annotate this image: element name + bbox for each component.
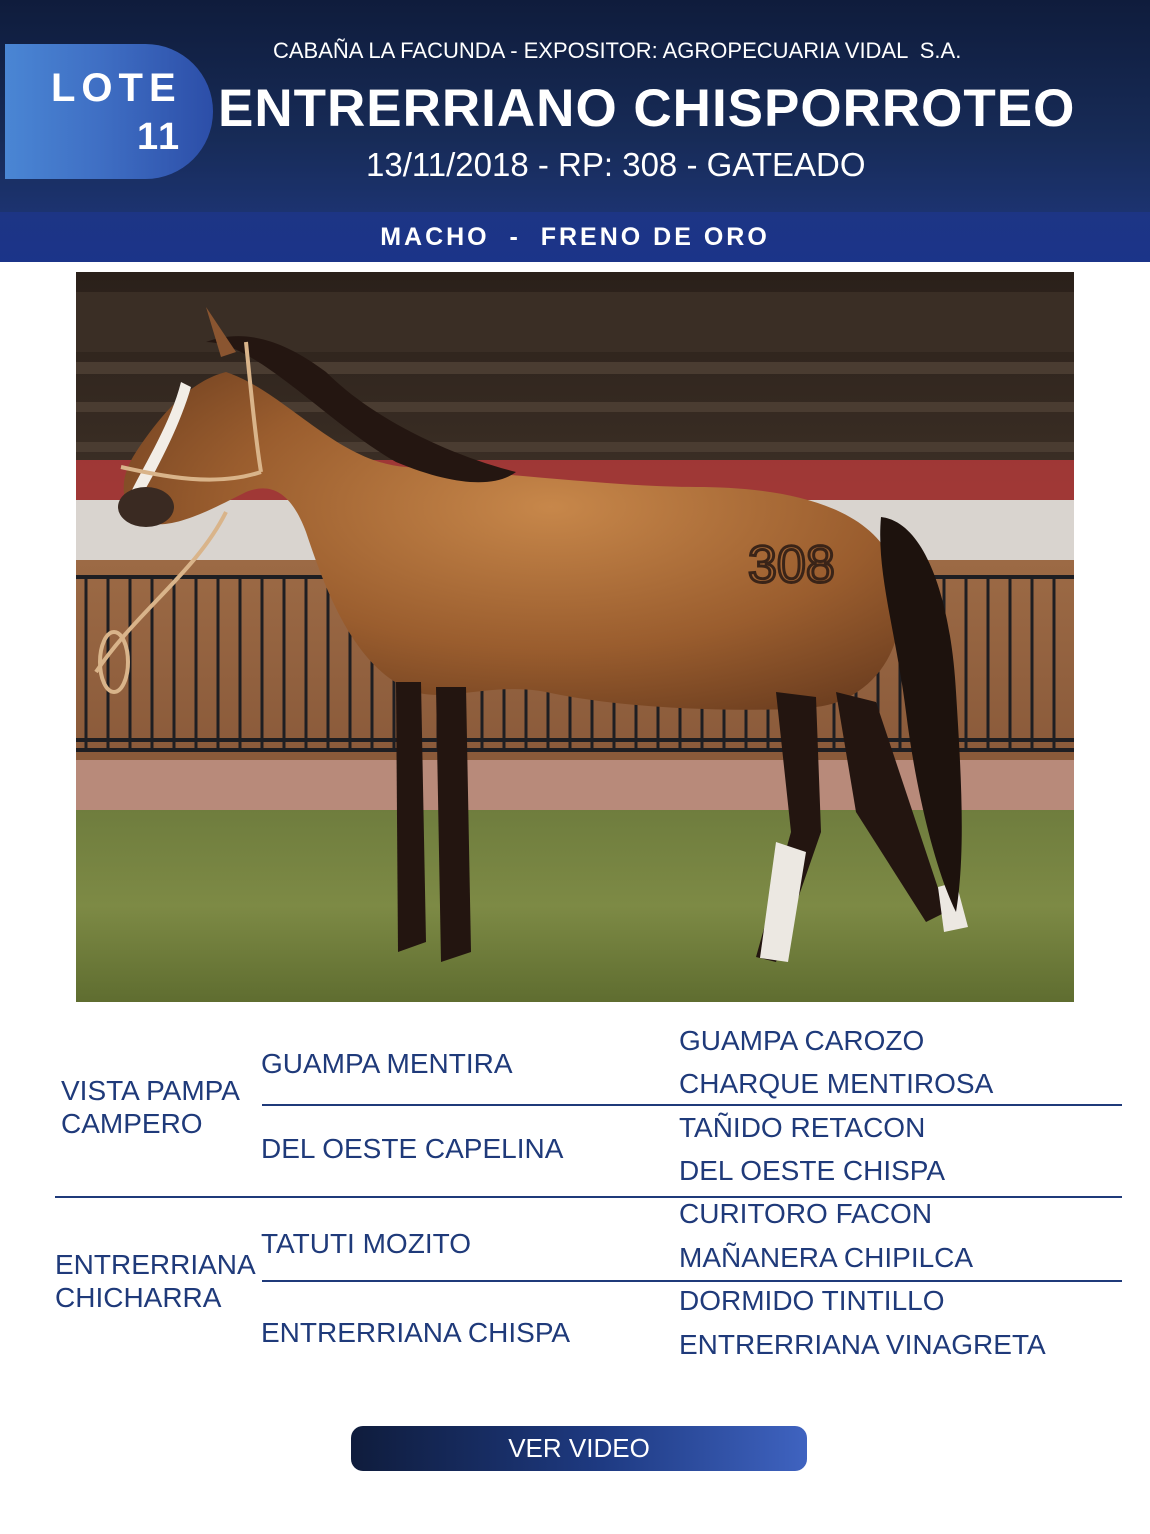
- sire-dam: DEL OESTE CAPELINA: [261, 1133, 564, 1164]
- horse-photo: [76, 272, 1074, 1002]
- divider-main: [55, 1196, 1122, 1198]
- divider-sire-mid: [262, 1104, 1122, 1106]
- dam-dam: ENTRERRIANA CHISPA: [261, 1317, 571, 1348]
- sire-sire-sire: GUAMPA CAROZO: [679, 1025, 925, 1056]
- sire-sire-dam: CHARQUE MENTIROSA: [679, 1068, 994, 1099]
- dam-dam-dam: ENTRERRIANA VINAGRETA: [679, 1329, 1046, 1360]
- dam-name-line1: ENTRERRIANA: [55, 1249, 256, 1280]
- lot-badge: [5, 44, 213, 179]
- sire-sire: GUAMPA MENTIRA: [261, 1048, 513, 1079]
- sire-dam-sire: TAÑIDO RETACON: [679, 1112, 926, 1143]
- category-text: MACHO - FRENO DE ORO: [380, 222, 770, 251]
- dam-sire-dam: MAÑANERA CHIPILCA: [679, 1242, 974, 1273]
- brand-mark: 308: [748, 536, 835, 594]
- horse-meta: 13/11/2018 - RP: 308 - GATEADO: [366, 146, 866, 183]
- lot-label: LOTE: [51, 66, 182, 110]
- divider-dam-mid: [262, 1280, 1122, 1282]
- dam-name-line2: CHICHARRA: [55, 1282, 222, 1313]
- sire-name-line2: CAMPERO: [61, 1108, 203, 1139]
- ver-video-button[interactable]: [351, 1426, 807, 1471]
- horse-name: ENTRERRIANO CHISPORROTEO: [218, 79, 1076, 138]
- dam-dam-sire: DORMIDO TINTILLO: [679, 1285, 945, 1316]
- sire-name-line1: VISTA PAMPA: [61, 1075, 240, 1106]
- dam-sire-sire: CURITORO FACON: [679, 1198, 933, 1229]
- exhibitor-text: CABAÑA LA FACUNDA - EXPOSITOR: AGROPECUARIA VIDAL S.A.: [273, 38, 962, 63]
- ver-video-label: VER VIDEO: [508, 1433, 650, 1463]
- lot-number: 11: [137, 116, 182, 158]
- dam-sire: TATUTI MOZITO: [261, 1228, 471, 1259]
- lot-header: [0, 0, 1150, 212]
- sire-dam-dam: DEL OESTE CHISPA: [679, 1155, 946, 1186]
- category-bar: [0, 212, 1150, 262]
